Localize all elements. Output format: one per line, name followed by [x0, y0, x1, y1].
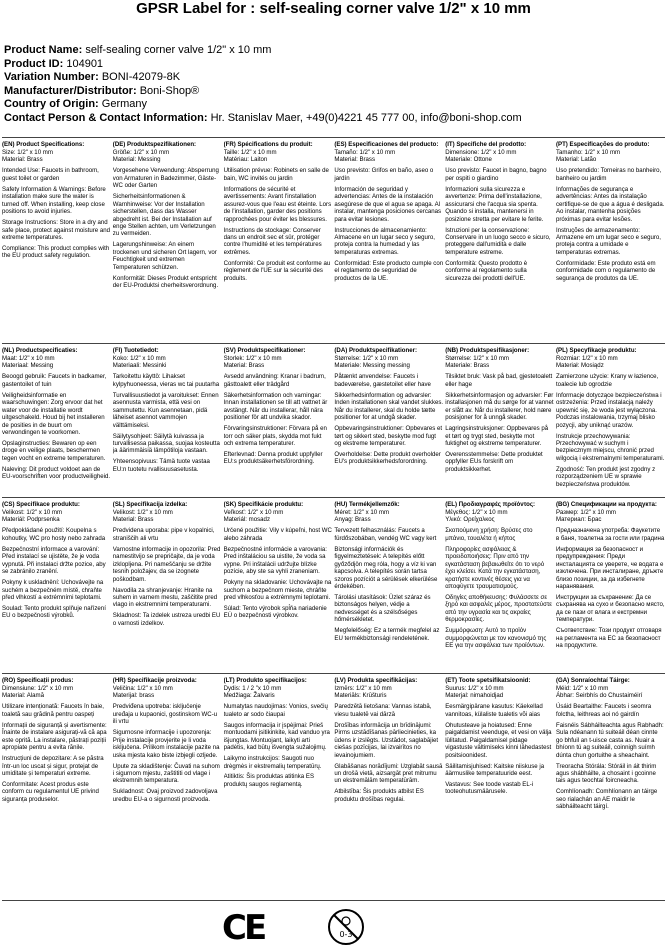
- spec-column: [445, 677, 556, 811]
- spec-paragraph: Compliance: This product complies with the EU product safety regulation.: [2, 244, 110, 260]
- spec-paragraph: Utilisation prévue: Robinets en salle de bain, WC invités ou jardin: [223, 167, 329, 182]
- spec-paragraph: Informații de siguranță și avertismente: Înainte de instalare asigurați-vă că apa este oprită. La instalare, păstrați poziții apropiate pentru a evita rănile.: [2, 721, 107, 752]
- spec-paragraph: Overensstemmelse: Dette produktet oppfyller EUs forskrift om produktsikkerhet.: [445, 450, 543, 473]
- spec-heading: (BG) Спецификации на продукта:: [555, 501, 657, 508]
- spec-paragraph: Paredzētā lietošana: Vannas istabā, viesu tualetē vai dārzā: [334, 703, 432, 718]
- info-label: Variation Number:: [4, 71, 99, 84]
- spec-heading: (LV) Produkta specifikācijas:: [334, 677, 418, 684]
- spec-heading: (CS) Specifikace produktu:: [2, 501, 80, 508]
- spec-paragraph: Numatytas naudojimas: Vonios, svečių tualeto ar sodo čiaupai: [223, 703, 328, 718]
- spec-column: [2, 501, 113, 650]
- spec-line: Ábhar: Seirbhís do Chustaiméirí: [555, 692, 643, 700]
- spec-heading: (LT) Produkto specifikacijos:: [223, 677, 307, 684]
- spec-paragraph: Konformität: Dieses Produkt entspricht der EU-Produktsi cherheitsverordnung.: [112, 274, 219, 290]
- spec-paragraph: Treoracha Stórála: Stóráil in áit thirim agus shábháilte, a chosaint i gcoinne tais agus teochtaí foircneacha.: [555, 762, 657, 785]
- spec-heading: (PL) Specyfikacje produktu:: [555, 347, 637, 354]
- spec-paragraph: Съответствие: Този продукт отговаря на регламента на ЕС за безопасност на продуктите.: [555, 627, 662, 650]
- spec-paragraph: Uso previsto: Grifos en baño, aseo o jardín: [334, 167, 434, 182]
- spec-paragraph: Naleving: Dit product voldoet aan de EU-voorschriften voor productveiligheid.: [2, 465, 111, 481]
- spec-paragraph: Utilizare intenționată: Faucets în baie, toaletă sau grădină pentru oaspeți: [2, 703, 104, 718]
- spec-line: Méret: 1/2" x 10 mm: [334, 508, 390, 516]
- spec-line: Velikost: 1/2" x 10 mm: [2, 508, 63, 516]
- spec-paragraph: Yhteensopivuus: Tämä tuote vastaa EU:n tuotetu rvallisuusasetusta.: [112, 458, 210, 473]
- spec-column: [224, 347, 335, 488]
- divider: [2, 673, 665, 674]
- info-label: Product ID:: [4, 57, 64, 70]
- spec-paragraph: Инструкции за съхранение: Да се съхранява на сухо и безопасно място, да се пази от влага и екстремни температури.: [555, 593, 665, 624]
- spec-line: Materiāls: Krūšturis: [334, 692, 387, 700]
- contact-row: [4, 112, 522, 126]
- spec-line: Μέγεθος: 1/2" x 10 mm: [445, 508, 508, 516]
- spec-column: [113, 501, 224, 650]
- spec-paragraph: Sicherheitsinformationen & Warnhinweise: Vor der Installation sicherstellen, dass das Wasser abgedreht ist. Bei der Installation auf enge Stellen achten, um Verletzungen zu vermeiden.: [112, 193, 216, 238]
- spec-paragraph: Tárolási utasítások: Üzlet száraz és biztonságos helyen, védje a nedvességet és a szélsőséges hőmérsékletet.: [334, 593, 431, 624]
- info-value: BONI-42079-8K: [101, 71, 181, 84]
- spec-paragraph: Zgodność: Ten produkt jest zgodny z rozporządzeniem UE w sprawie bezpieczeństwa produktów.: [555, 465, 656, 488]
- spec-paragraph: Säilitamisjuhised: Kaitske niiskuse ja äärmuslike temperatuuride eest.: [445, 762, 545, 777]
- spec-line: Material: Latão: [555, 156, 597, 164]
- spec-paragraph: Instrucciones de almacenamiento: Almacene en un lugar seco y seguro, proteja contra la humedad y las temperaturas extremas.: [334, 226, 435, 256]
- spec-column: [445, 501, 556, 650]
- spec-column: [334, 501, 445, 650]
- spec-paragraph: Efterlevnad: Denna produkt uppfyller EU:s produktsäkerhetsförordning.: [223, 450, 323, 466]
- spec-paragraph: Instruções de armazenamento: Armazene em um lugar seco e seguro, proteja contra a umidade e temperaturas extremas.: [555, 226, 661, 256]
- spec-paragraph: Tervezett felhasználás: Faucets a fürdőszobában, vendég WC vagy kert: [334, 527, 437, 542]
- spec-paragraph: Opslaginstructies: Bewaren op een droge en veilige plaats, beschermen tegen vocht en extreme temperaturen.: [2, 439, 106, 462]
- spec-line: Materiale: Messing messing: [334, 362, 410, 370]
- spec-paragraph: Predvidena uporaba: pipe v kopalnici, straniščih ali vrtu: [112, 527, 215, 542]
- spec-paragraph: Σκοπούμενη χρήση: Βρύσες στο μπάνιο, τουαλέτα ή κήπος: [445, 527, 533, 542]
- spec-paragraph: Предназначена употреба: Фаукетите в баня, тоалетна за гости или градина: [555, 527, 665, 542]
- spec-heading: (DE) Produktspezifikationen:: [112, 141, 197, 148]
- spec-paragraph: Conformité: Ce produit est conforme au règlement de l'UE sur la sécurité des produits.: [223, 259, 331, 282]
- spec-paragraph: Lagerungshinweise: An einem trockenen und sicheren Ort lagern, vor Feuchtigkeit und extremen Temperaturen schützen.: [112, 241, 217, 271]
- spec-paragraph: Upute za skladištenje: Čuvati na suhom i sigurnom mjestu, zaštititi od vlage i ekstremnih temperatura.: [112, 762, 220, 785]
- info-label: Country of Origin:: [4, 98, 99, 111]
- spec-heading: (IT) Specifiche del prodotto:: [445, 141, 527, 148]
- spec-line: Größe: 1/2" x 10 mm: [112, 148, 170, 156]
- spec-line: Materiał: Mosiądz: [555, 362, 604, 370]
- divider: [2, 497, 665, 498]
- spec-line: Material: Messing: [112, 156, 161, 164]
- spec-column: [2, 677, 113, 811]
- spec-paragraph: Uso pretendido: Torneiras no banheiro, banheiro ou jardim: [555, 167, 662, 182]
- spec-column: [556, 347, 667, 488]
- spec-paragraph: Pokyny na skladovanie: Uchovávajte na suchom a bezpečnom mieste, chráňte pred vlhkosťou a extrémnymi teplotami.: [223, 579, 332, 601]
- spec-paragraph: Οδηγίες αποθήκευσης: Φυλάσσετε σε ξηρό και ασφαλές μέρος, προστατεύστε από την υγρασία και τις ακραίες θερμοκρασίες.: [445, 593, 552, 624]
- info-value: Boni-Shop®: [139, 84, 200, 97]
- spec-column: [224, 677, 335, 811]
- spec-line: Veľkosť: 1/2" x 10 mm: [223, 508, 284, 516]
- spec-paragraph: Sikkerhedsinformation og advarsler: Inden installationen skal vandet slukkes. Når du installerer, skal du holde tætte positioner for at undgå skader.: [334, 391, 444, 422]
- spec-line: Méid: 1/2" x 10 mm: [555, 684, 609, 692]
- spec-paragraph: Pokyny k uskladnění: Uchovávejte na suchém a bezpečném místě, chraňte před vlhkostí a extrémními teplotami.: [2, 579, 104, 601]
- info-value: Hr. Stanislav Maer, +49(0)4221 45 777 00, info@boni-shop.com: [210, 111, 522, 124]
- spec-row: [2, 677, 667, 811]
- spec-heading: (ES) Especificaciones del producto:: [334, 141, 439, 148]
- info-label: Manufacturer/Distributor:: [4, 84, 137, 97]
- spec-line: Anyag: Brass: [334, 516, 371, 524]
- spec-column: [224, 501, 335, 650]
- product-info: [4, 44, 522, 126]
- spec-column: [334, 141, 445, 290]
- spec-paragraph: Conformitate: Acest produs este conform cu regulamentul UE privind siguranța produselor.: [2, 780, 99, 803]
- spec-line: Материал: Брас: [555, 516, 602, 524]
- spec-line: Koko: 1/2" x 10 mm: [112, 354, 166, 362]
- spec-paragraph: Súlad: Tento výrobok spĺňa nariadenie EÚ o bezpečnosti výrobkov.: [223, 604, 327, 620]
- spec-line: Material: Alamă: [2, 692, 44, 700]
- spec-paragraph: Biztonsági információk és figyelmeztetések: A telepítés előtt győződjön meg róla, hogy a víz ki van kapcsolva. A telepítés során tartsa szoros pozíciót a sérülések elkerülése érdekében.: [334, 545, 438, 591]
- spec-heading: (ET) Toote spetsifikatsioonid:: [445, 677, 531, 684]
- spec-line: Materiale: Ottone: [445, 156, 492, 164]
- spec-paragraph: Istruzioni per la conservazione: Conservare in un luogo secco e sicuro, proteggere dall'umidità e dalle temperature estreme.: [445, 226, 551, 256]
- spec-line: Rozmiar: 1/2" x 10 mm: [555, 354, 618, 362]
- spec-heading: (NL) Productspecificaties:: [2, 347, 78, 354]
- spec-paragraph: Faisnéis Sábháilteachta agus Rabhadh: Sula ndéanann tú suiteáil déan cinnte go bhfuil an t-uisce casta as. Nuair a bhíonn tú ag suiteáil, coinnigh suímh dúnta chun gortuithe a sheachaint.: [555, 721, 664, 759]
- spec-line: Matériau: Laiton: [223, 156, 268, 164]
- spec-heading: (EN) Product Specifications:: [2, 141, 85, 148]
- spec-paragraph: Säkerhetsinformation och varningar: Innan installationen se till att vattnet är avstängt. När du installerar, håll nära positioner för att undvika skador.: [223, 391, 328, 422]
- spec-column: [224, 141, 335, 290]
- spec-column: [334, 677, 445, 811]
- spec-heading: (SV) Produktspecifikationer:: [223, 347, 306, 354]
- spec-line: Veličina: 1/2" x 10 mm: [112, 684, 173, 692]
- spec-heading: (NB) Produktspesifikasjoner:: [445, 347, 530, 354]
- spec-heading: (FR) Spécifications du produit:: [223, 141, 313, 148]
- spec-paragraph: Informações de segurança e advertências: Antes da instalação certifique-se de que a água é desligada. Ao instalar, mantenha posições próximas para evitar lesões.: [555, 185, 665, 223]
- spec-line: Dimensione: 1/2" x 10 mm: [445, 148, 517, 156]
- spec-paragraph: Megfelelőség: Ez a termék megfelel az EU termékbiztonsági rendeletének.: [334, 627, 440, 642]
- spec-line: Suurus: 1/2" x 10 mm: [445, 684, 504, 692]
- spec-line: Dydis: 1 / 2 "x 10 mm: [223, 684, 282, 692]
- spec-row: [2, 501, 667, 650]
- spec-paragraph: Sukladnost: Ovaj proizvod zadovoljava uredbu EU-a o sigurnosti proizvoda.: [112, 788, 218, 803]
- spec-paragraph: Úsáid Beartaithe: Faucets i seomra folctha, leithreas aoi nó gairdín: [555, 703, 652, 718]
- spec-column: [2, 347, 113, 488]
- spec-paragraph: Drošības informācija un brīdinājumi: Pirms uzstādīšanas pārliecinieties, ka ūdens ir izslēgts. Uzstādot, saglabājiet ciešas pozīcijas, lai izvairītos no ievainojumiem.: [334, 721, 439, 759]
- spec-line: Materjal: nimahoidjad: [445, 692, 504, 700]
- spec-column: [113, 347, 224, 488]
- spec-line: Materiaal: Messing: [2, 362, 54, 370]
- spec-line: Size: 1/2" x 10 mm: [2, 148, 53, 156]
- product-id-row: [4, 58, 522, 72]
- spec-heading: (RO) Specificații produs:: [2, 677, 74, 684]
- spec-paragraph: Atitiktis: Šis produktas atitinka ES produktų saugos reglamentą.: [223, 773, 315, 788]
- spec-heading: (GA) Sonraíochtaí Táirge:: [555, 677, 630, 684]
- spec-paragraph: Comhlíonadh: Comhlíonann an táirge seo rialachán an AE maidir le sábháilteacht táirgí.: [555, 788, 658, 811]
- divider: [2, 900, 665, 901]
- spec-paragraph: Predviđena upotreba: isključenje uređaja u kupaonici, gostinskom WC-u ili vrtu: [112, 703, 218, 726]
- spec-heading: (SL) Specifikacija izdelka:: [112, 501, 188, 508]
- spec-line: Dimensiune: 1/2" x 10 mm: [2, 684, 74, 692]
- spec-line: Medžiaga: Žalvaris: [223, 692, 275, 700]
- spec-paragraph: Atbilstība: Šis produkts atbilst ES produktu drošības regulai.: [334, 788, 424, 803]
- spec-line: Tamaño: 1/2" x 10 mm: [334, 148, 396, 156]
- info-value: 104901: [66, 57, 104, 70]
- manufacturer-row: [4, 85, 522, 99]
- spec-column: [445, 141, 556, 290]
- spec-paragraph: Zamierzone użycie: Krany w łazience, toalecie lub ogrodzie: [555, 373, 659, 388]
- spec-paragraph: Veiligheidsinformatie en waarschuwingen: Zorg ervoor dat het water voor de installatie wordt uitgeschakeld. Houd bij het installeren de posities in de buurt om verwondingen te voorkomen.: [2, 391, 105, 437]
- spec-line: Materiál: mosadz: [223, 516, 270, 524]
- spec-paragraph: Tarkoitettu käyttö: Lihakset kylpyhuoneessa, vieras wc tai puutarha: [112, 373, 220, 388]
- spec-line: Materiál: Podprsenka: [2, 516, 60, 524]
- spec-paragraph: Safety Information & Warnings: Before installation make sure the water is turned off. When installing, keep close positions to avoid injuries.: [2, 185, 106, 216]
- spec-paragraph: Información de seguridad y advertencias: Antes de la instalación asegúrese de que el agua se apaga. Al instalar, mantenga posiciones cercanas para evitar lesiones.: [334, 185, 442, 223]
- spec-heading: (PT) Especificações do produto:: [555, 141, 650, 148]
- spec-heading: (HU) Termékjellemzők:: [334, 501, 400, 508]
- spec-line: Størrelse: 1/2" x 10 mm: [445, 354, 509, 362]
- spec-paragraph: Информация за безопасност и предупреждения: Преди инсталацията се уверете, че водата е изключена. При инсталиране, дръжте близо позиции, за да избегнете наранявания.: [555, 545, 664, 591]
- spec-paragraph: Informations de sécurité et avertissements: Avant l'installation assurez-vous que l'eau est éteinte. Lors de l'installation, garder des positions rapprochées pour éviter les blessures.: [223, 185, 332, 223]
- ce-mark: CE: [222, 908, 265, 948]
- spec-line: Maat: 1/2" x 10 mm: [2, 354, 55, 362]
- spec-paragraph: Ohutusteave ja hoiatused: Enne paigaldamist veenduge, et vesi on välja lülitatud. Paigaldamisel pidage vigastuste vältimiseks kinni lähedastest positsioonidest.: [445, 721, 552, 759]
- spec-column: [113, 141, 224, 290]
- variation-number-row: [4, 71, 522, 85]
- spec-heading: (EL) Προδιαγραφές προϊόντος:: [445, 501, 536, 508]
- spec-paragraph: Předpokládané použití: Koupelna s kohoutky, WC pro hosty nebo zahrada: [2, 527, 106, 542]
- spec-paragraph: Opbevaringsinstruktioner: Opbevares et tørt og sikkert sted, beskytte mod fugt og ekstreme temperaturer.: [334, 425, 443, 447]
- spec-paragraph: Turvallisuustiedot ja varoitukset: Ennen asennusta varmista, että vesi on sammutettu. Kun asennetaan, pidä läheiset asennot vammojen välttämiseksi.: [112, 391, 219, 429]
- spec-heading: (FI) Tuotetiedot:: [112, 347, 159, 354]
- spec-column: [445, 347, 556, 488]
- spec-paragraph: Lagringsinstruksjoner: Oppbevares på et tørt og trygt sted, beskytte mot fuktighet og ekstreme temperaturer.: [445, 425, 549, 447]
- spec-paragraph: Určené použitie: Vily v kúpeľni, host WC alebo záhrada: [223, 527, 332, 542]
- spec-column: [113, 677, 224, 811]
- spec-line: Material: Brass: [334, 156, 376, 164]
- spec-line: Material: Brass: [112, 516, 154, 524]
- page-title: GPSR Label for : self-sealing corner valve 1/2" x 10 mm: [136, 0, 531, 17]
- country-row: [4, 98, 522, 112]
- spec-line: Material: Brass: [2, 156, 43, 164]
- spec-column: [556, 141, 667, 290]
- spec-line: Material: Brass: [223, 362, 265, 370]
- spec-line: Размер: 1/2" x 10 mm: [555, 508, 617, 516]
- info-label: Product Name:: [4, 44, 83, 56]
- spec-line: Størrelse: 1/2" x 10 mm: [334, 354, 399, 362]
- spec-paragraph: Soulad: Tento produkt splňuje nařízení EU o bezpečnosti výrobků.: [2, 604, 106, 620]
- spec-line: Materijal: brass: [112, 692, 155, 700]
- spec-line: Υλικό: Ορείχαλκος: [445, 516, 495, 524]
- spec-line: Izmērs: 1/2" x 10 mm: [334, 684, 392, 692]
- spec-paragraph: Förvaringsinstruktioner: Förvara på en torr och säker plats, skydda mot fukt och extrema temperaturer.: [223, 425, 327, 447]
- spec-paragraph: Overholdelse: Dette produkt overholder EU's produktsikkerhedsforordning.: [334, 450, 441, 466]
- spec-paragraph: Avsedd användning: Kranar i badrum, gästtoalett eller trädgård: [223, 373, 326, 388]
- product-name-row: [4, 44, 522, 58]
- spec-paragraph: Instrukcje przechowywania: Przechowywać w suchym i bezpiecznym miejscu, chronić przed wilgocią i ekstremalnymi temperaturami.: [555, 432, 665, 462]
- spec-paragraph: Instructions de stockage: Conserver dans un endroit sec et sûr, protéger contre l'humidité et les températures extrêmes.: [223, 226, 322, 256]
- spec-paragraph: Vastavus: See toode vastab EL-i tooteohutusmäärusele.: [445, 780, 534, 796]
- spec-paragraph: Conformità: Questo prodotto è conforme al regolamento sulla sicurezza dei prodotti dell'UE.: [445, 259, 528, 282]
- spec-paragraph: Påtænkt anvendelse: Faucets i badeværelse, gæstetoilet eller have: [334, 373, 431, 388]
- spec-paragraph: Navodila za shranjevanje: Hranite na suhem in varnem mestu, zaščitite pred vlago in ekstremnimi temperaturami.: [112, 586, 218, 609]
- info-value: self-sealing corner valve 1/2" x 10 mm: [85, 44, 272, 56]
- spec-line: Taille: 1/2" x 10 mm: [223, 148, 277, 156]
- spec-paragraph: Informacje dotyczące bezpieczeństwa i ostrzeżenia: Przed instalacją należy upewnić się, że woda jest wyłączona. Podczas instalowania, trzymaj blisko pozycji, aby uniknąć urazów.: [555, 391, 662, 429]
- spec-paragraph: Beoogd gebruik: Faucets in badkamer, gastentoilet of tuin: [2, 373, 107, 388]
- spec-paragraph: Bezpečnostní informace a varování: Před instalací se ujistěte, že je voda vypnutá. Při instalaci držte pozice, aby se zabránilo zranění.: [2, 545, 106, 576]
- spec-paragraph: Glabāšanas norādījumi: Uzglabāt sausā un drošā vietā, aizsargāt pret mitrumu un ekstremālām temperatūrām.: [334, 762, 443, 785]
- spec-paragraph: Bezpečnostné informácie a varovania: Pred inštaláciou sa uistite, že voda sa vypne. Pri inštalácii udržujte blízke pozície, aby ste sa vyhli zraneniam.: [223, 545, 327, 576]
- age-icon-label: 0-3: [339, 930, 353, 939]
- spec-paragraph: Instrucțiuni de depozitare: A se păstra într-un loc uscat și sigur, protejat de umiditate și temperaturi extreme.: [2, 755, 104, 777]
- spec-paragraph: Συμμόρφωση: Αυτό το προϊόν συμμορφώνεται με τον κανονισμό της ΕΕ για την ασφάλεια των προϊόντων.: [445, 627, 547, 650]
- spec-paragraph: Πληροφορίες ασφάλειας & προειδοποιήσεις: Πριν από την εγκατάσταση βεβαιωθείτε ότι το νερό έχει κλείσει. Κατά την εγκατάσταση, κρατήστε κοντινές θέσεις για να αποφύγετε τραυματισμούς.: [445, 545, 545, 591]
- spec-paragraph: Varnostne informacije in opozorila: Pred namestitvijo se prepričajte, da je voda izklopljena. Pri nameščanju se držite tesnih položajev, da se izognete poškodbam.: [112, 545, 221, 583]
- spec-column: [334, 347, 445, 488]
- spec-paragraph: Uso previsto: Faucet in bagno, bagno per ospiti o giardino: [445, 167, 547, 182]
- spec-paragraph: Storage Instructions: Store in a dry and safe place, protect against moisture and extreme temperatures.: [2, 219, 111, 241]
- spec-paragraph: Saugos informacija ir įspėjimai: Prieš montuodami įsitikinkite, kad vanduo yra išjungtas. Montuojant, laikyti arti padėtis, kad būtų išvengta sužalojimų.: [223, 721, 330, 752]
- spec-line: Materiaali: Messinki: [112, 362, 167, 370]
- spec-line: Storlek: 1/2" x 10 mm: [223, 354, 282, 362]
- spec-line: Tamanho: 1/2" x 10 mm: [555, 148, 621, 156]
- info-label: Contact Person & Contact Information:: [4, 111, 208, 124]
- spec-column: [556, 677, 667, 811]
- spec-column: [556, 501, 667, 650]
- spec-paragraph: Tilsiktet bruk: Vask på bad, gjestetoalett eller hage: [445, 373, 553, 388]
- spec-column: [2, 141, 113, 290]
- spec-paragraph: Sigurnosne informacije i upozorenja: Prije instalacije provjerite je li voda isključena. Prilikom instalacije pazite na uska mjesta kako biste izbjegli ozljede.: [112, 729, 220, 759]
- spec-row: [2, 347, 667, 488]
- spec-paragraph: Intended Use: Faucets in bathroom, guest toilet or garden: [2, 167, 99, 182]
- spec-heading: (SK) Špecifikácie produktu:: [223, 501, 304, 508]
- age-warning-icon: [326, 907, 366, 947]
- spec-paragraph: Vorgesehene Verwendung: Absperrung von Armaturen in Badezimmer, Gäste-WC oder Garten: [112, 167, 219, 190]
- spec-line: Velikost: 1/2" x 10 mm: [112, 508, 173, 516]
- spec-paragraph: Skladnost: Ta izdelek ustreza uredbi EU o varnosti izdelkov.: [112, 612, 221, 627]
- spec-row: [2, 141, 667, 290]
- spec-paragraph: Laikymo instrukcijos: Saugoti nuo drėgmės ir ekstremalių temperatūrų.: [223, 755, 322, 770]
- spec-paragraph: Sikkerhetsinformasjon og advarsler: Før installasjonen må du sørge for at vannet er slått av. Når du installerer, hold nære posisjoner for å unngå skader.: [445, 391, 554, 422]
- spec-paragraph: Conformidad: Este producto cumple con el reglamento de seguridad de productos de la UE.: [334, 259, 444, 282]
- divider: [2, 137, 665, 138]
- spec-paragraph: Conformidade: Este produto está em conformidade com o regulamento de segurança de produtos da UE.: [555, 259, 656, 282]
- spec-line: Materiale: Brass: [445, 362, 490, 370]
- spec-paragraph: Informazioni sulla sicurezza e avvertenze: Prima dell'installazione, assicurarsi che l'acqua sia spenta. Quando si installa, mantenersi in posizione stretta per evitare le ferite.: [445, 185, 544, 223]
- divider: [2, 343, 665, 344]
- spec-paragraph: Säilytysohjeet: Säilytä kuivassa ja turvallisessa paikassa, suojaa kosteutta ja äärimmäisiä lämpötiloja vastaan.: [112, 432, 220, 455]
- info-value: Germany: [101, 98, 148, 111]
- spec-heading: (HR) Specifikacije proizvoda:: [112, 677, 197, 684]
- spec-heading: (DA) Produktspecifikationer:: [334, 347, 418, 354]
- spec-paragraph: Eesmärgipärane kasutus: Käekellad vannitoas, külaliste tualetis või aias: [445, 703, 543, 718]
